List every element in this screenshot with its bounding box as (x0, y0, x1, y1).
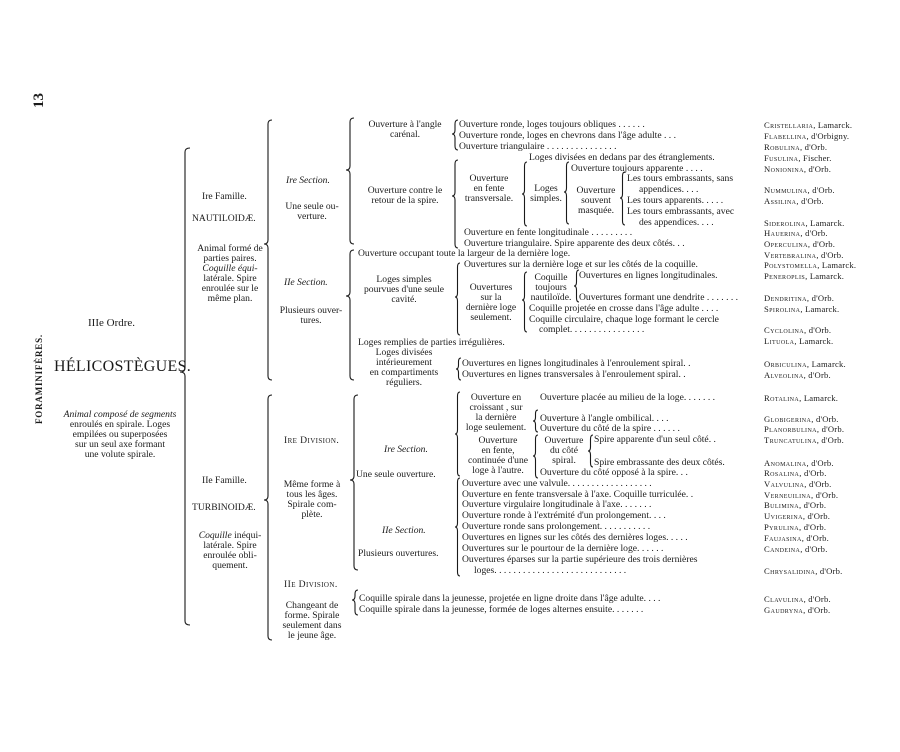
family-desc-line: parties paires. (203, 253, 257, 264)
genus-entry: Dendritina, d'Orb. (764, 293, 835, 303)
family-desc-line: Coquille inéqui- (198, 530, 262, 541)
group-line: en fente (473, 183, 505, 194)
group-line: Ouverture (576, 185, 616, 196)
section-desc-line: Plusieurs ouver- (279, 305, 343, 316)
genus-entry: Uvigerina, d'Orb. (764, 511, 831, 521)
group-line: Ouverture en (470, 392, 522, 403)
group-line: pourvues d'une seule (363, 284, 445, 295)
genus-entry: Valvulina, d'Orb. (764, 479, 832, 489)
genus-entry: Anomalina, d'Orb. (764, 458, 834, 468)
brace (455, 263, 460, 335)
group-line: Ouverture contre le (367, 185, 443, 196)
group-line: loge seulement. (465, 422, 527, 433)
brace (533, 435, 538, 478)
brace (452, 160, 458, 248)
desc-line: des appendices. . . . (639, 217, 714, 228)
order-desc-line: une volute spirale. (84, 449, 156, 460)
family-desc-line: Coquille équi- (202, 263, 258, 274)
group-line: retour de la spire. (371, 195, 439, 206)
order-desc-line: enroulés en spirale. Loges (69, 419, 171, 430)
division-desc-line: Changeant de (285, 600, 339, 611)
turbinoid-section-2-desc: Plusieurs ouvertures. (358, 548, 439, 559)
group-line: spiral. (552, 455, 576, 466)
group-line: en compartiments (369, 367, 439, 378)
brace (620, 172, 625, 225)
division-desc-line: plète. (301, 509, 323, 520)
family-desc-line: même plan. (207, 293, 253, 304)
desc-line: Spire embrassante des deux côtés. (594, 457, 725, 468)
division-desc-line: le jeune âge. (287, 630, 337, 641)
group-line: Loges simples (376, 274, 432, 285)
group-line: masquée. (578, 205, 614, 216)
family-1-label: Ire Famille. (202, 191, 247, 202)
section-desc-line: verture. (297, 211, 327, 222)
brace (264, 395, 272, 640)
brace (452, 120, 458, 150)
desc-line: Ouverture en fente longitudinale . . . . . . . . . (464, 227, 633, 238)
desc-line: Ouvertures éparses sur la partie supérieure des trois dernières (462, 554, 698, 565)
brace (346, 118, 354, 244)
division-desc-line: Même forme à (283, 479, 341, 490)
family-desc-line: latérale. Spire (203, 540, 257, 551)
nautiloid-section-2-label: IIe Section. (284, 277, 328, 288)
desc-line: Coquille projetée en crosse dans l'âge adulte . . . . (529, 303, 719, 314)
order-desc-line: Animal composé de segments (63, 409, 177, 420)
family-desc-line: enroulée sur le (201, 283, 259, 294)
desc-line: Ouvertures en lignes longitudinales. (579, 270, 718, 281)
group-line: Ouvertures (469, 282, 513, 293)
genus-entry: Bulimina, d'Orb. (764, 500, 827, 510)
genus-entry: Fusulina, Fischer. (764, 153, 832, 163)
desc-line: Ouverture du côté opposé à la spire. . . (540, 467, 688, 478)
family-desc-line: latérale. Spire (203, 273, 257, 284)
order-label: IIIe Ordre. (88, 317, 136, 329)
group-line: Ouverture (544, 435, 584, 446)
family-2-label: IIe Famille. (202, 475, 247, 486)
group-line: souvent (581, 195, 611, 206)
desc-line: complet. . . . . . . . . . . . . . . . (539, 324, 645, 335)
family-2-name: TURBINOIDÆ. (192, 502, 256, 513)
desc-line: Ouverture placée au milieu de la loge. . . . . . . (540, 392, 716, 403)
brace (350, 395, 358, 570)
genus-entry: Orbiculina, Lamarck. (764, 359, 846, 369)
desc-line: Ouvertures sur le pourtour de la dernière loge. . . . . . (462, 543, 664, 554)
desc-line: Ouverture à l'angle ombilical. . . . (540, 413, 669, 424)
group-line: la dernière (475, 412, 517, 423)
turbinoid-division-2-label: IIe Division. (284, 579, 338, 590)
desc-line: Ouverture triangulaire. Spire apparente des deux côtés. . . (464, 238, 685, 249)
desc-line: Ouverture ronde, loges toujours obliques . . . . . . (459, 119, 645, 130)
desc-line: Ouvertures en lignes transversales à l'enroulement spiral. . (462, 369, 686, 380)
desc-line: Ouvertures formant une dendrite . . . . . . . (579, 292, 739, 303)
desc-line: Ouverture en fente transversale à l'axe. Coquille turriculée. . (462, 489, 694, 500)
group-line: Loges divisées (375, 347, 433, 358)
section-desc-line: Une seule ou- (285, 201, 339, 212)
desc-line: Ouverture ronde, loges en chevrons dans l'âge adulte . . . (459, 130, 676, 141)
order-name: HÉLICOSTÈGUES. (54, 358, 192, 375)
brace (456, 358, 461, 380)
genus-entry: Planorbulina, d'Orb. (764, 424, 845, 434)
side-title: FORAMINIFÈRES. (34, 334, 44, 424)
genus-entry: Candeina, d'Orb. (764, 544, 828, 554)
family-desc-line: enroulée obli- (203, 550, 257, 561)
desc-line: Ouverture avec une valvule. . . . . . . . . . . . . . . . . . (462, 478, 652, 489)
group-line: transversale. (464, 193, 514, 204)
family-desc-line: Animal formé de (197, 243, 263, 254)
desc-line: Ouverture triangulaire . . . . . . . . . . . . . . . (459, 141, 617, 152)
division-desc-line: Spirale com- (287, 499, 337, 510)
turbinoid-section-1-label: Ire Section. (384, 444, 428, 455)
genus-entry: Assilina, d'Orb. (764, 196, 824, 206)
group-line: Coquille (534, 272, 568, 283)
brace (180, 148, 190, 625)
genus-entry: Cristellaria, Lamarck. (764, 120, 853, 130)
genus-entry: Siderolina, Lamarck. (764, 218, 845, 228)
group-line: nautiloïde. (530, 292, 572, 303)
group-line: toujours (535, 282, 567, 293)
group-line: du côté (550, 445, 578, 456)
genus-entry: Alveolina, d'Orb. (764, 370, 831, 380)
group-line: Ouverture à l'angle (368, 119, 442, 130)
genus-entry: Robulina, d'Orb. (764, 142, 828, 152)
group-line: carénal. (389, 129, 421, 140)
brace (574, 270, 579, 302)
brace (533, 410, 538, 432)
genus-entry: Lituola, Lamarck. (764, 336, 834, 346)
division-desc-line: seulement dans (282, 620, 342, 631)
division-desc-line: tous les âges. (286, 489, 338, 500)
desc-line: Les tours embrassants, sans (627, 173, 734, 184)
desc-line: Coquille spirale dans la jeunesse, formée de loges alternes ensuite. . . . . . . (359, 604, 644, 615)
group-line: loge à l'autre. (472, 465, 524, 476)
genus-entry: Truncatulina, d'Orb. (764, 435, 844, 445)
genus-entry: Cyclolina, d'Orb. (764, 325, 832, 335)
genus-entry: Operculina, d'Orb. (764, 239, 836, 249)
genus-entry: Faujasina, d'Orb. (764, 533, 829, 543)
genus-entry: Chrysalidina, d'Orb. (764, 566, 843, 576)
genus-entry: Spirolina, Lamarck. (764, 304, 840, 314)
group-line: sur la (480, 292, 502, 303)
brace (264, 120, 272, 380)
section-desc-line: tures. (300, 315, 322, 326)
division-desc-line: forme. Spirale (284, 610, 340, 621)
brace (588, 435, 593, 467)
brace (522, 162, 527, 226)
desc-line: Ouvertures en lignes sur les côtés des dernières loges. . . . . (462, 532, 688, 543)
desc-line: appendices. . . . (639, 184, 699, 195)
desc-line: Ouverture virgulaire longitudinale à l'axe. . . . . . . (462, 499, 652, 510)
group-line: simples. (530, 193, 562, 204)
genus-entry: Hauerina, d'Orb. (764, 228, 828, 238)
desc-line: Coquille spirale dans la jeunesse, projetée en ligne droite dans l'âge adulte. . . . (359, 593, 661, 604)
group-line: continuée d'une (467, 455, 529, 466)
desc-line: Les tours apparents. . . . . (627, 195, 724, 206)
genus-entry: Vertebralina, d'Orb. (764, 250, 844, 260)
group-line: Loges remplies de parties irrégulières. (358, 337, 505, 348)
desc-line: Les tours embrassants, avec (627, 206, 735, 217)
genus-entry: Clavulina, d'Orb. (764, 594, 831, 604)
desc-line: Ouvertures en lignes longitudinales à l'enroulement spiral. . (462, 358, 691, 369)
genus-entry: Pyrulina, d'Orb. (764, 522, 827, 532)
genus-entry: Nonionina, d'Orb. (764, 164, 832, 174)
group-line: Ouverture (478, 435, 518, 446)
group-line: Ouverture (469, 173, 509, 184)
page-number: 13 (31, 93, 47, 108)
nautiloid-section-1-label: Ire Section. (286, 175, 330, 186)
desc-line: Loges divisées en dedans par des étranglements. (529, 152, 715, 163)
order-desc-line: empilées ou superposées (72, 429, 168, 440)
family-desc-line: quement. (212, 560, 248, 571)
brace (346, 250, 354, 380)
group-line: dernière loge (465, 302, 517, 313)
desc-line: Ouverture ronde à l'extrémité d'un prolongement. . . . (462, 510, 666, 521)
genus-entry: Flabellina, d'Orbigny. (764, 131, 850, 141)
genus-entry: Rotalina, Lamarck. (764, 393, 839, 403)
group-line: intérieurement (376, 357, 432, 368)
desc-line: Ouverture ronde sans prolongement. . . . . . . . . . . (462, 521, 651, 532)
turbinoid-division-1-label: Ire Division. (284, 435, 340, 446)
group-line: Ouverture occupant toute la largeur de la dernière loge. (358, 248, 571, 259)
genus-entry: Peneroplis, Lamarck. (764, 271, 845, 281)
genus-entry: Polystomella, Lamarck. (764, 260, 857, 270)
genus-entry: Globigerina, d'Orb. (764, 414, 839, 424)
group-line: seulement. (470, 312, 512, 323)
brace (352, 590, 358, 615)
desc-line: Ouverture du côté de la spire . . . . . . (540, 423, 680, 434)
group-line: Loges (534, 183, 558, 194)
brace (522, 272, 527, 332)
desc-line: Spire apparente d'un seul côté. . (594, 434, 716, 445)
group-line: réguliers. (386, 377, 422, 388)
group-line: croissant , sur (469, 402, 523, 413)
brace (455, 478, 460, 576)
desc-line: Ouverture toujours apparente . . . . (571, 163, 703, 174)
turbinoid-section-1-desc: Une seule ouverture. (356, 469, 436, 480)
desc-line: loges. . . . . . . . . . . . . . . . . . . . . . . . . . . . (474, 565, 627, 576)
genus-entry: Rosalina, d'Orb. (764, 468, 827, 478)
order-desc-line: sur un seul axe formant (74, 439, 166, 450)
desc-line: Coquille circulaire, chaque loge formant le cercle (529, 314, 719, 325)
family-1-name: NAUTILOIDÆ. (192, 213, 256, 224)
brace (564, 162, 569, 224)
genus-entry: Gaudryna, d'Orb. (764, 605, 831, 615)
turbinoid-section-2-label: IIe Section. (382, 525, 426, 536)
genus-entry: Nummulina, d'Orb. (764, 185, 835, 195)
group-line: cavité. (391, 294, 417, 305)
genus-entry: Verneuilina, d'Orb. (764, 490, 839, 500)
desc-line: Ouvertures sur la dernière loge et sur les côtés de la coquille. (464, 259, 698, 270)
brace (455, 392, 460, 476)
group-line: en fente, (481, 445, 515, 456)
